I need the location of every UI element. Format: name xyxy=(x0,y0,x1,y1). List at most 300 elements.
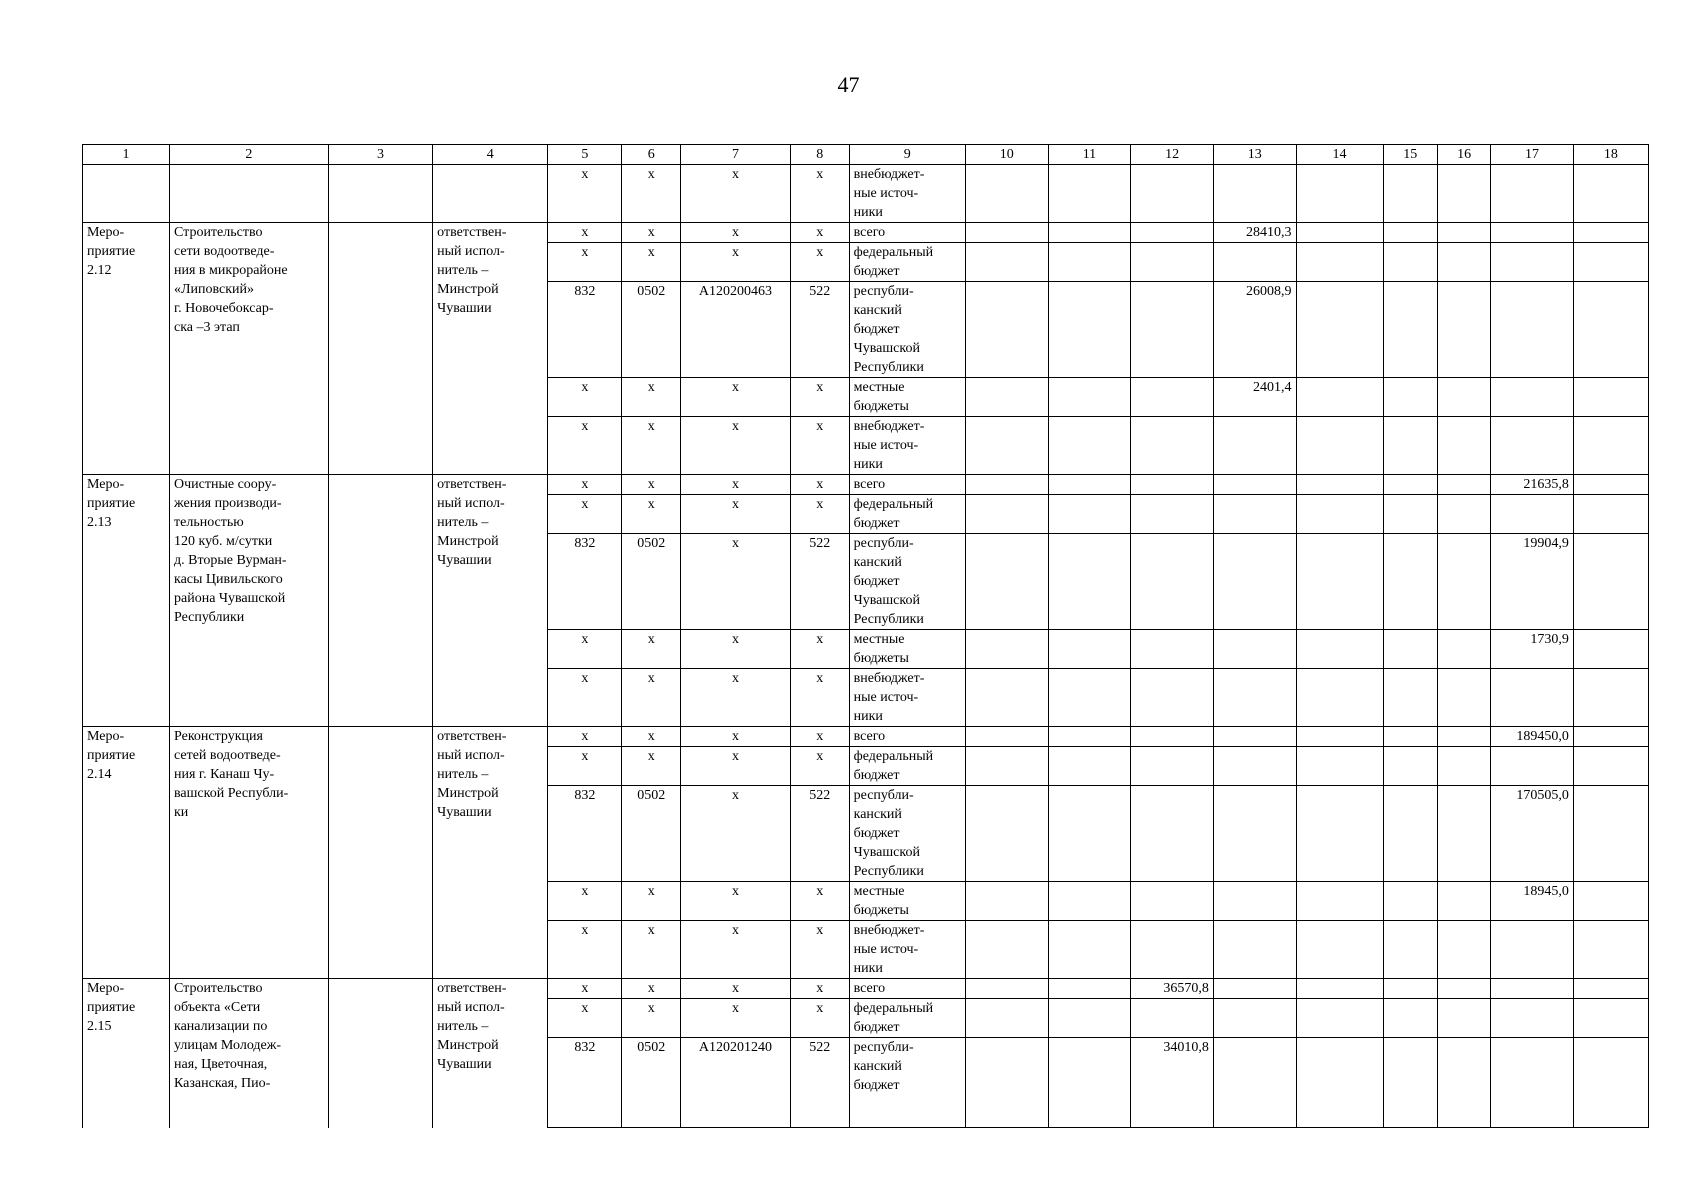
cell-c7: А120200463 xyxy=(681,282,791,378)
cell-c8: х xyxy=(790,495,849,534)
value-col-18 xyxy=(1573,747,1648,786)
value-col-12 xyxy=(1131,417,1214,475)
value-col-10 xyxy=(965,378,1048,417)
cell-c6: 0502 xyxy=(622,786,681,882)
value-col-16 xyxy=(1437,786,1490,882)
value-col-18 xyxy=(1573,669,1648,727)
measure-label: Меро- приятие 2.14 xyxy=(83,727,170,979)
table-row xyxy=(83,727,1649,747)
value-col-15 xyxy=(1383,495,1437,534)
value-col-13 xyxy=(1213,747,1296,786)
cell-c5: х xyxy=(548,243,622,282)
cell-c8: х xyxy=(790,475,849,495)
measure-label: Меро- приятие 2.13 xyxy=(83,475,170,727)
value-col-15 xyxy=(1383,243,1437,282)
value-col-11 xyxy=(1048,921,1131,979)
cell-c6: х xyxy=(622,223,681,243)
column-header: 10 xyxy=(965,145,1048,165)
value-col-18 xyxy=(1573,223,1648,243)
cell-c7: х xyxy=(681,882,791,921)
value-col-11 xyxy=(1048,534,1131,630)
cell-c6: х xyxy=(622,378,681,417)
value-col-15 xyxy=(1383,630,1437,669)
value-col-17 xyxy=(1491,979,1574,999)
value-col-14 xyxy=(1296,282,1383,378)
value-col-16 xyxy=(1437,1038,1490,1128)
cell-c9: внебюджет- ные источ- ники xyxy=(849,669,965,727)
column-header: 1 xyxy=(83,145,170,165)
column-header: 6 xyxy=(622,145,681,165)
value-col-12 xyxy=(1131,882,1214,921)
value-col-11 xyxy=(1048,999,1131,1038)
value-col-12: 36570,8 xyxy=(1131,979,1214,999)
value-col-11 xyxy=(1048,727,1131,747)
column-header: 4 xyxy=(433,145,548,165)
measure-name: Строительство объекта «Сети канализации по улицам Молодеж- ная, Цветочная, Казанская, Пио- xyxy=(170,979,329,1128)
cell-c8: х xyxy=(790,727,849,747)
column-header: 17 xyxy=(1491,145,1574,165)
cell-c8: х xyxy=(790,243,849,282)
value-col-11 xyxy=(1048,882,1131,921)
value-col-14 xyxy=(1296,669,1383,727)
value-col-11 xyxy=(1048,243,1131,282)
value-col-18 xyxy=(1573,417,1648,475)
table-row xyxy=(83,475,1649,495)
value-col-15 xyxy=(1383,727,1437,747)
value-col-14 xyxy=(1296,534,1383,630)
value-col-13: 2401,4 xyxy=(1213,378,1296,417)
cell-c7: х xyxy=(681,747,791,786)
value-col-10 xyxy=(965,243,1048,282)
value-col-13 xyxy=(1213,921,1296,979)
value-col-10 xyxy=(965,534,1048,630)
empty-cell xyxy=(433,165,548,223)
value-col-15 xyxy=(1383,417,1437,475)
empty-cell xyxy=(83,165,170,223)
cell-c5: х xyxy=(548,921,622,979)
cell-c9: республи- канский бюджет xyxy=(849,1038,965,1128)
cell-c7: х xyxy=(681,223,791,243)
value-col-17 xyxy=(1491,669,1574,727)
value-col-18 xyxy=(1573,630,1648,669)
column-header: 3 xyxy=(328,145,432,165)
cell-c6: х xyxy=(622,727,681,747)
value-col-14 xyxy=(1296,1038,1383,1128)
value-col-18 xyxy=(1573,495,1648,534)
cell-c5: х xyxy=(548,475,622,495)
value-col-16 xyxy=(1437,882,1490,921)
cell-c6: х xyxy=(622,979,681,999)
value-col-15 xyxy=(1383,475,1437,495)
cell-c5: 832 xyxy=(548,786,622,882)
value-col-16 xyxy=(1437,747,1490,786)
value-col-16 xyxy=(1437,165,1490,223)
value-col-11 xyxy=(1048,475,1131,495)
measure-col3 xyxy=(328,223,432,475)
value-col-13 xyxy=(1213,417,1296,475)
value-col-11 xyxy=(1048,1038,1131,1128)
value-col-18 xyxy=(1573,282,1648,378)
cell-c9: внебюджет- ные источ- ники xyxy=(849,417,965,475)
executor: ответствен- ный испол- нитель – Минстрой Чувашии xyxy=(433,223,548,475)
table-row xyxy=(83,223,1649,243)
cell-c8: х xyxy=(790,747,849,786)
cell-c6: х xyxy=(622,243,681,282)
value-col-13 xyxy=(1213,669,1296,727)
value-col-12 xyxy=(1131,475,1214,495)
value-col-10 xyxy=(965,1038,1048,1128)
value-col-17 xyxy=(1491,747,1574,786)
value-col-10 xyxy=(965,669,1048,727)
value-col-18 xyxy=(1573,786,1648,882)
value-col-12 xyxy=(1131,534,1214,630)
cell-c5: х xyxy=(548,669,622,727)
cell-c7: х xyxy=(681,727,791,747)
cell-c6: х xyxy=(622,475,681,495)
cell-c6: х xyxy=(622,417,681,475)
cell-c6: х xyxy=(622,669,681,727)
measure-col3 xyxy=(328,727,432,979)
value-col-15 xyxy=(1383,282,1437,378)
value-col-18 xyxy=(1573,921,1648,979)
value-col-13 xyxy=(1213,165,1296,223)
value-col-16 xyxy=(1437,378,1490,417)
value-col-16 xyxy=(1437,921,1490,979)
value-col-15 xyxy=(1383,979,1437,999)
cell-c9: федеральный бюджет xyxy=(849,999,965,1038)
cell-c5: х xyxy=(548,979,622,999)
header-row xyxy=(83,145,1649,165)
value-col-10 xyxy=(965,786,1048,882)
value-col-10 xyxy=(965,999,1048,1038)
value-col-16 xyxy=(1437,630,1490,669)
value-col-18 xyxy=(1573,165,1648,223)
continuation-row xyxy=(83,165,1649,223)
empty-cell xyxy=(170,165,329,223)
value-col-12 xyxy=(1131,378,1214,417)
cell-c5: 832 xyxy=(548,1038,622,1128)
value-col-17: 1730,9 xyxy=(1491,630,1574,669)
value-col-14 xyxy=(1296,165,1383,223)
page-number: 47 xyxy=(837,72,860,97)
value-col-10 xyxy=(965,747,1048,786)
cell-c7: х xyxy=(681,999,791,1038)
cell-c9: всего xyxy=(849,727,965,747)
cell-c9: федеральный бюджет xyxy=(849,495,965,534)
value-col-12 xyxy=(1131,243,1214,282)
value-col-15 xyxy=(1383,669,1437,727)
cell-c6: х xyxy=(622,882,681,921)
cell-c9: республи- канский бюджет Чувашской Республики xyxy=(849,786,965,882)
column-header: 11 xyxy=(1048,145,1131,165)
cell-c8: 522 xyxy=(790,1038,849,1128)
value-col-14 xyxy=(1296,999,1383,1038)
cell-c7: х xyxy=(681,786,791,882)
column-header: 9 xyxy=(849,145,965,165)
value-col-12 xyxy=(1131,165,1214,223)
cell-c6: х xyxy=(622,165,681,223)
value-col-16 xyxy=(1437,534,1490,630)
cell-c5: х xyxy=(548,223,622,243)
cell-c6: 0502 xyxy=(622,1038,681,1128)
value-col-13: 28410,3 xyxy=(1213,223,1296,243)
value-col-15 xyxy=(1383,747,1437,786)
value-col-17 xyxy=(1491,999,1574,1038)
cell-c5: х xyxy=(548,882,622,921)
value-col-17 xyxy=(1491,165,1574,223)
value-col-17 xyxy=(1491,417,1574,475)
cell-c6: х xyxy=(622,999,681,1038)
value-col-17 xyxy=(1491,378,1574,417)
value-col-17 xyxy=(1491,1038,1574,1128)
value-col-13 xyxy=(1213,999,1296,1038)
column-header: 18 xyxy=(1573,145,1648,165)
value-col-12 xyxy=(1131,999,1214,1038)
value-col-13 xyxy=(1213,727,1296,747)
value-col-15 xyxy=(1383,165,1437,223)
cell-c8: 522 xyxy=(790,282,849,378)
value-col-16 xyxy=(1437,999,1490,1038)
value-col-16 xyxy=(1437,495,1490,534)
column-header: 2 xyxy=(170,145,329,165)
cell-c7: х xyxy=(681,378,791,417)
measure-col3 xyxy=(328,475,432,727)
value-col-10 xyxy=(965,495,1048,534)
cell-c9: всего xyxy=(849,979,965,999)
cell-c8: х xyxy=(790,882,849,921)
value-col-13 xyxy=(1213,882,1296,921)
value-col-10 xyxy=(965,979,1048,999)
value-col-13 xyxy=(1213,475,1296,495)
value-col-15 xyxy=(1383,786,1437,882)
value-col-10 xyxy=(965,882,1048,921)
value-col-16 xyxy=(1437,727,1490,747)
measure-name: Строительство сети водоотведе- ния в микрорайоне «Липовский» г. Новочебоксар- ска –3 этап xyxy=(170,223,329,475)
cell-c5: х xyxy=(548,495,622,534)
cell-c9: местные бюджеты xyxy=(849,630,965,669)
executor: ответствен- ный испол- нитель – Минстрой Чувашии xyxy=(433,727,548,979)
value-col-12: 34010,8 xyxy=(1131,1038,1214,1128)
value-col-16 xyxy=(1437,282,1490,378)
cell-c7: х xyxy=(681,534,791,630)
column-header: 13 xyxy=(1213,145,1296,165)
value-col-11 xyxy=(1048,630,1131,669)
cell-c7: х xyxy=(681,921,791,979)
value-col-17: 189450,0 xyxy=(1491,727,1574,747)
cell-c5: х xyxy=(548,999,622,1038)
cell-c7: х xyxy=(681,165,791,223)
empty-cell xyxy=(328,165,432,223)
value-col-15 xyxy=(1383,999,1437,1038)
value-col-13: 26008,9 xyxy=(1213,282,1296,378)
cell-c7: х xyxy=(681,495,791,534)
value-col-15 xyxy=(1383,534,1437,630)
cell-c9: внебюджет- ные источ- ники xyxy=(849,165,965,223)
cell-c6: х xyxy=(622,630,681,669)
value-col-13 xyxy=(1213,534,1296,630)
column-header: 12 xyxy=(1131,145,1214,165)
cell-c9: всего xyxy=(849,475,965,495)
value-col-13 xyxy=(1213,495,1296,534)
cell-c8: х xyxy=(790,630,849,669)
value-col-13 xyxy=(1213,243,1296,282)
value-col-16 xyxy=(1437,243,1490,282)
value-col-16 xyxy=(1437,223,1490,243)
value-col-12 xyxy=(1131,669,1214,727)
value-col-15 xyxy=(1383,1038,1437,1128)
value-col-11 xyxy=(1048,979,1131,999)
executor: ответствен- ный испол- нитель – Минстрой Чувашии xyxy=(433,475,548,727)
value-col-12 xyxy=(1131,727,1214,747)
value-col-17 xyxy=(1491,921,1574,979)
value-col-10 xyxy=(965,282,1048,378)
value-col-15 xyxy=(1383,882,1437,921)
cell-c8: х xyxy=(790,999,849,1038)
value-col-14 xyxy=(1296,630,1383,669)
cell-c5: х xyxy=(548,630,622,669)
column-header: 5 xyxy=(548,145,622,165)
cell-c8: 522 xyxy=(790,534,849,630)
cell-c8: х xyxy=(790,669,849,727)
value-col-17 xyxy=(1491,282,1574,378)
value-col-17: 19904,9 xyxy=(1491,534,1574,630)
column-header: 15 xyxy=(1383,145,1437,165)
value-col-18 xyxy=(1573,378,1648,417)
value-col-10 xyxy=(965,630,1048,669)
cell-c7: х xyxy=(681,669,791,727)
value-col-14 xyxy=(1296,747,1383,786)
value-col-14 xyxy=(1296,243,1383,282)
cell-c6: х xyxy=(622,747,681,786)
value-col-12 xyxy=(1131,786,1214,882)
value-col-14 xyxy=(1296,223,1383,243)
column-header: 14 xyxy=(1296,145,1383,165)
value-col-10 xyxy=(965,475,1048,495)
value-col-14 xyxy=(1296,786,1383,882)
value-col-11 xyxy=(1048,786,1131,882)
cell-c9: местные бюджеты xyxy=(849,882,965,921)
executor: ответствен- ный испол- нитель – Минстрой Чувашии xyxy=(433,979,548,1128)
cell-c9: внебюджет- ные источ- ники xyxy=(849,921,965,979)
value-col-13 xyxy=(1213,1038,1296,1128)
value-col-14 xyxy=(1296,727,1383,747)
value-col-17: 170505,0 xyxy=(1491,786,1574,882)
value-col-16 xyxy=(1437,979,1490,999)
cell-c5: х xyxy=(548,727,622,747)
measure-name: Очистные соору- жения производи- тельностью 120 куб. м/сутки д. Вторые Вурман- касы Цивильского района Чувашской Республики xyxy=(170,475,329,727)
value-col-14 xyxy=(1296,921,1383,979)
value-col-17: 21635,8 xyxy=(1491,475,1574,495)
value-col-17 xyxy=(1491,223,1574,243)
value-col-18 xyxy=(1573,243,1648,282)
value-col-17 xyxy=(1491,243,1574,282)
cell-c6: 0502 xyxy=(622,282,681,378)
value-col-11 xyxy=(1048,417,1131,475)
value-col-11 xyxy=(1048,282,1131,378)
measure-label: Меро- приятие 2.15 xyxy=(83,979,170,1128)
value-col-10 xyxy=(965,223,1048,243)
cell-c5: 832 xyxy=(548,282,622,378)
column-header: 16 xyxy=(1437,145,1490,165)
cell-c7: х xyxy=(681,475,791,495)
cell-c5: х xyxy=(548,747,622,786)
cell-c8: х xyxy=(790,979,849,999)
value-col-18 xyxy=(1573,882,1648,921)
value-col-16 xyxy=(1437,417,1490,475)
value-col-10 xyxy=(965,417,1048,475)
value-col-17: 18945,0 xyxy=(1491,882,1574,921)
value-col-14 xyxy=(1296,378,1383,417)
cell-c6: х xyxy=(622,921,681,979)
value-col-11 xyxy=(1048,165,1131,223)
cell-c9: республи- канский бюджет Чувашской Республики xyxy=(849,534,965,630)
value-col-16 xyxy=(1437,475,1490,495)
value-col-15 xyxy=(1383,223,1437,243)
value-col-18 xyxy=(1573,475,1648,495)
value-col-12 xyxy=(1131,630,1214,669)
value-col-18 xyxy=(1573,1038,1648,1128)
table-row xyxy=(83,979,1649,999)
column-header: 7 xyxy=(681,145,791,165)
cell-c5: х xyxy=(548,417,622,475)
column-header: 8 xyxy=(790,145,849,165)
value-col-11 xyxy=(1048,223,1131,243)
value-col-14 xyxy=(1296,495,1383,534)
measure-col3 xyxy=(328,979,432,1128)
value-col-14 xyxy=(1296,417,1383,475)
value-col-10 xyxy=(965,727,1048,747)
cell-c8: х xyxy=(790,417,849,475)
value-col-10 xyxy=(965,165,1048,223)
cell-c7: х xyxy=(681,243,791,282)
cell-c9: федеральный бюджет xyxy=(849,243,965,282)
value-col-11 xyxy=(1048,495,1131,534)
value-col-18 xyxy=(1573,727,1648,747)
value-col-18 xyxy=(1573,979,1648,999)
value-col-15 xyxy=(1383,921,1437,979)
cell-c9: всего xyxy=(849,223,965,243)
value-col-18 xyxy=(1573,999,1648,1038)
value-col-16 xyxy=(1437,669,1490,727)
cell-c9: местные бюджеты xyxy=(849,378,965,417)
cell-c8: х xyxy=(790,378,849,417)
cell-c5: 832 xyxy=(548,534,622,630)
value-col-17 xyxy=(1491,495,1574,534)
value-col-13 xyxy=(1213,979,1296,999)
measure-label: Меро- приятие 2.12 xyxy=(83,223,170,475)
value-col-18 xyxy=(1573,534,1648,630)
value-col-14 xyxy=(1296,475,1383,495)
value-col-11 xyxy=(1048,747,1131,786)
value-col-12 xyxy=(1131,282,1214,378)
cell-c9: федеральный бюджет xyxy=(849,747,965,786)
cell-c8: 522 xyxy=(790,786,849,882)
cell-c7: х xyxy=(681,630,791,669)
cell-c5: х xyxy=(548,378,622,417)
cell-c7: х xyxy=(681,979,791,999)
value-col-12 xyxy=(1131,747,1214,786)
value-col-15 xyxy=(1383,378,1437,417)
value-col-12 xyxy=(1131,223,1214,243)
cell-c8: х xyxy=(790,165,849,223)
value-col-13 xyxy=(1213,630,1296,669)
value-col-14 xyxy=(1296,882,1383,921)
cell-c7: х xyxy=(681,417,791,475)
cell-c8: х xyxy=(790,921,849,979)
cell-c6: 0502 xyxy=(622,534,681,630)
value-col-12 xyxy=(1131,495,1214,534)
cell-c6: х xyxy=(622,495,681,534)
